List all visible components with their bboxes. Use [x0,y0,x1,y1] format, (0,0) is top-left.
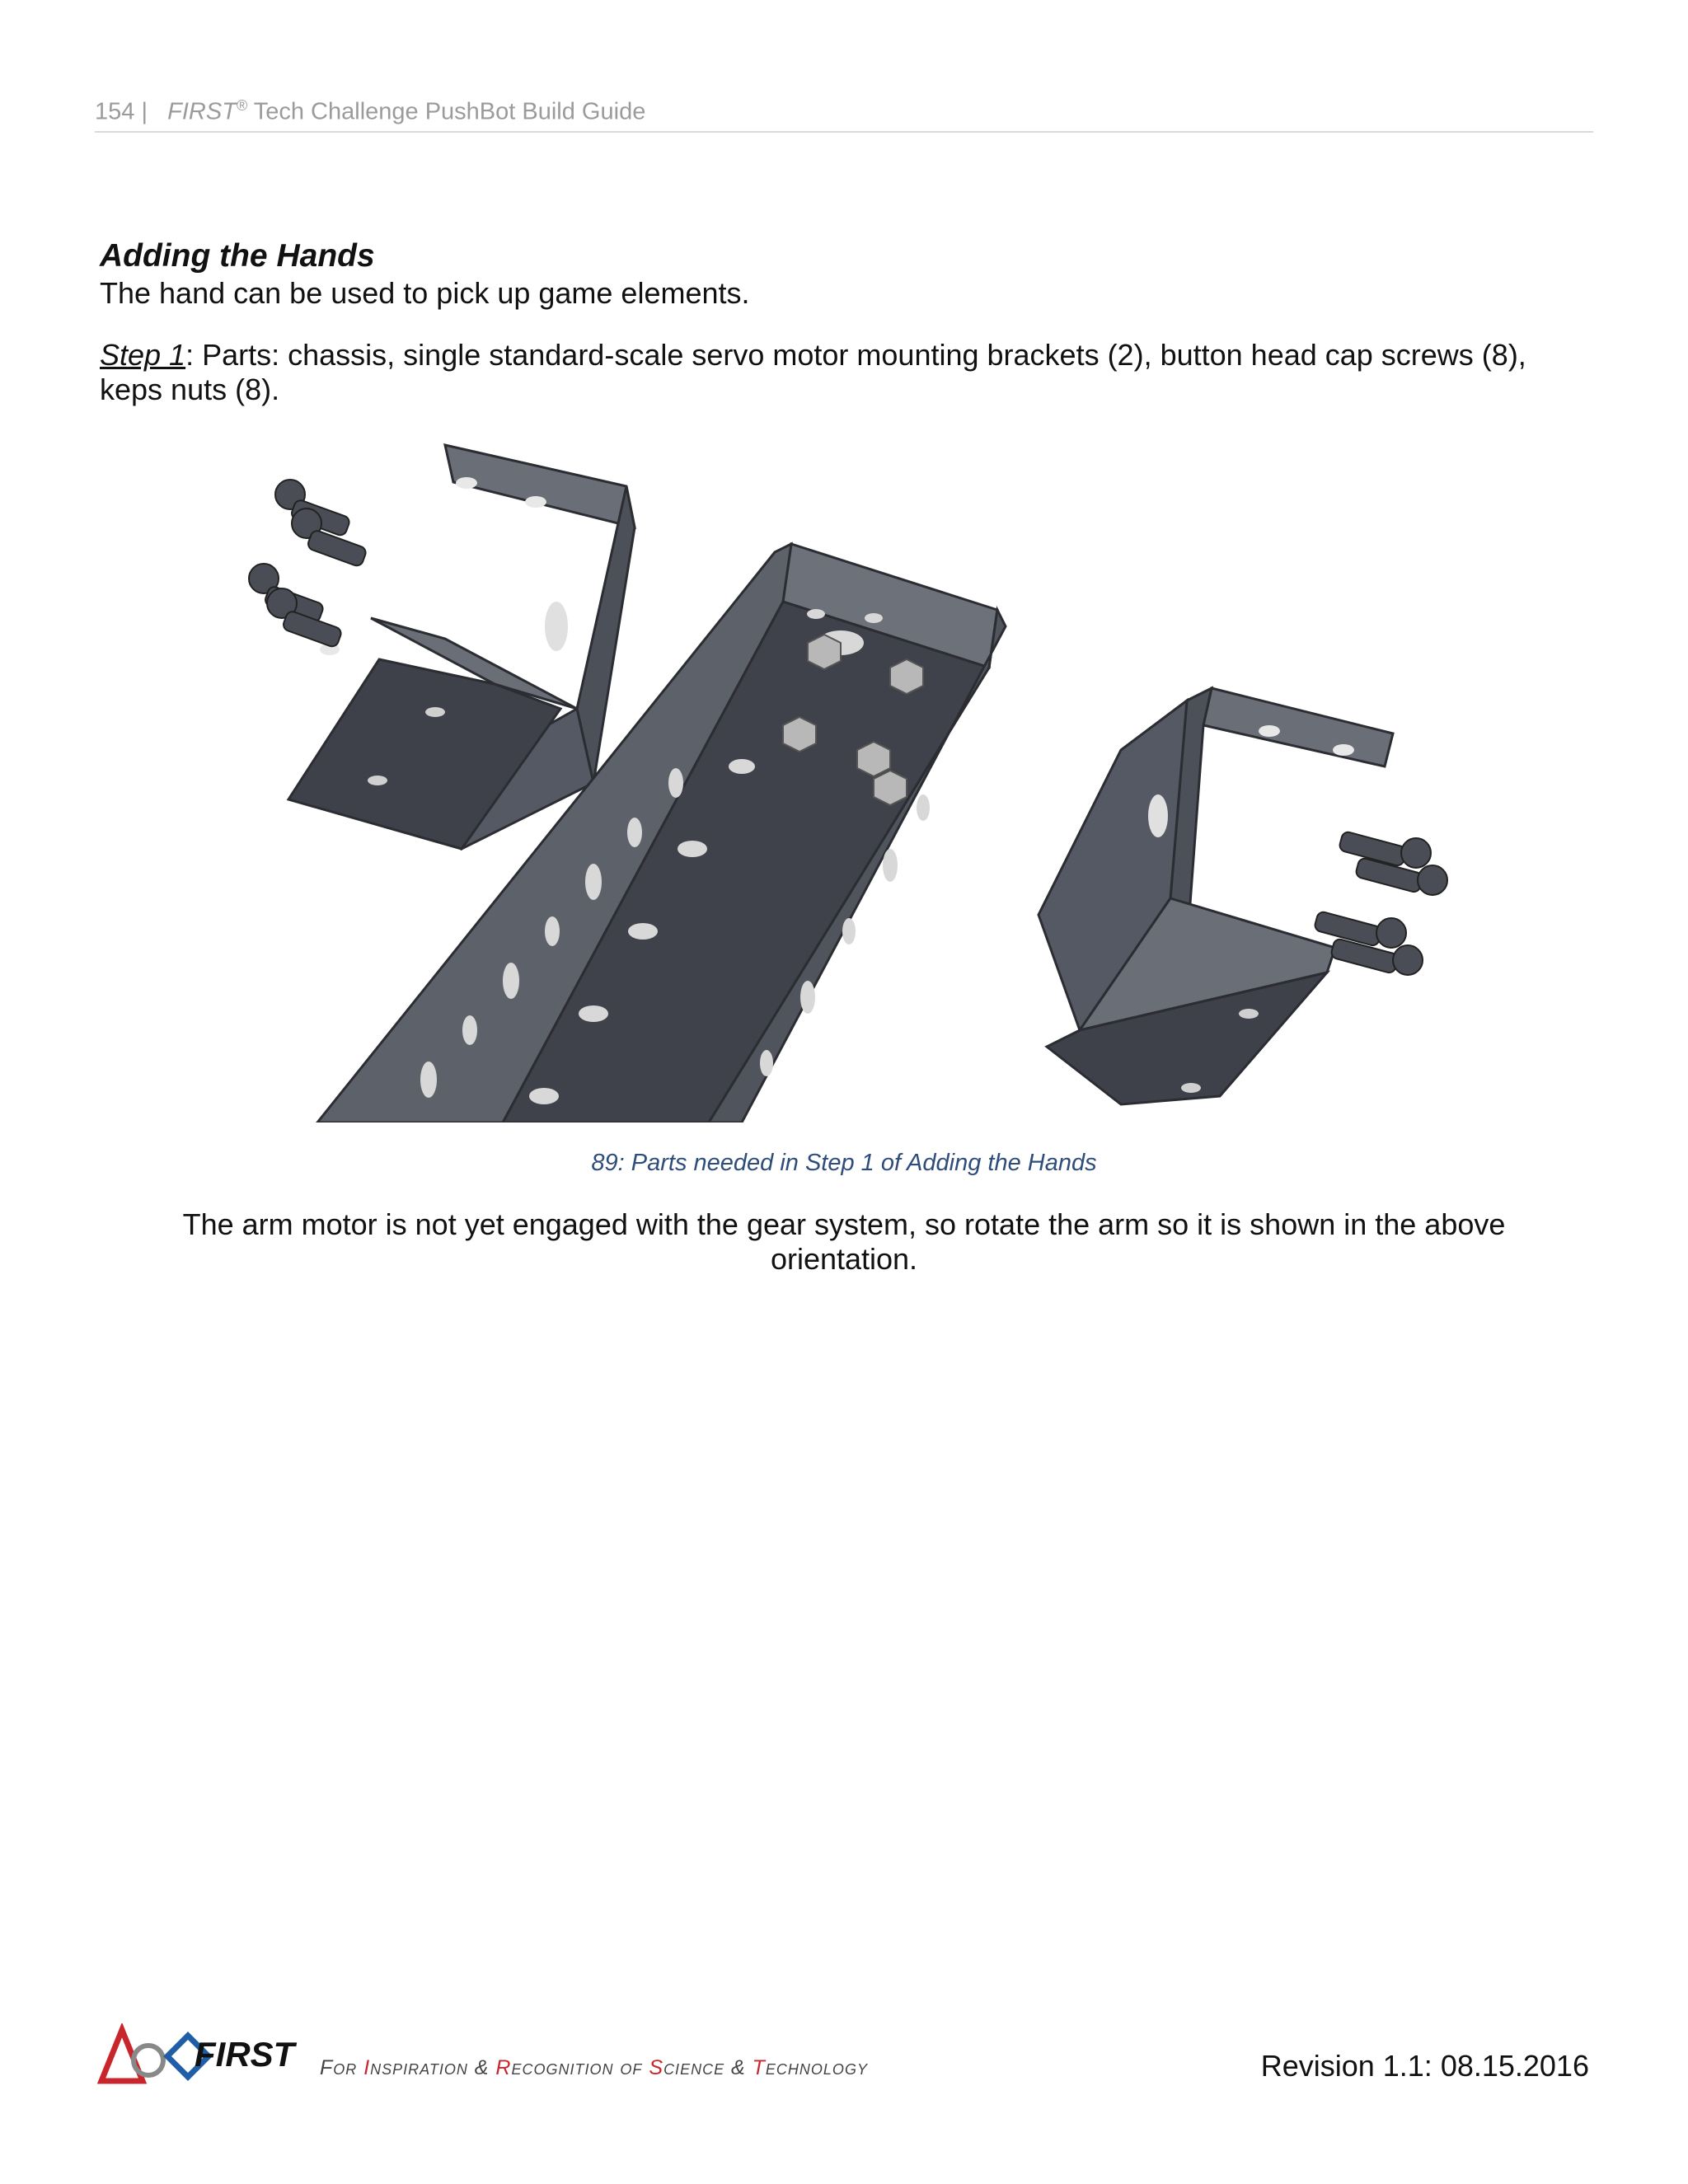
step-text: : Parts: chassis, single standard-scale servo motor mounting brackets (2), button head cap screws (8), keps nuts (8). [100,338,1526,406]
page-header [95,97,1593,133]
revision-label: Revision 1.1: 08.15.2016 [1260,2049,1589,2083]
header-title: Tech Challenge PushBot Build Guide [247,98,646,125]
parts-illustration [247,437,1467,1122]
step-label: Step 1 [100,338,186,372]
left-screws [249,480,368,648]
registered-mark: ® [236,97,248,114]
footer-tagline: For Inspiration & Recognition of Science & Technology [320,2056,868,2079]
right-screws [1314,831,1447,975]
orientation-note: The arm motor is not yet engaged with the gear system, so rotate the arm so it is shown in the above orientation. [182,1207,1506,1276]
right-servo-bracket [1039,688,1393,1104]
section-intro: The hand can be used to pick up game elements. [100,276,750,310]
section-title: Adding the Hands [100,238,375,274]
left-servo-bracket [288,445,635,849]
brand-name: FIRST [167,98,237,125]
step-1-paragraph [100,338,1575,407]
figure-caption: 89: Parts needed in Step 1 of Adding the Hands [591,1150,1097,1176]
page-number: 154 | [95,98,148,125]
first-logo [97,2023,312,2089]
logo-wordmark: FIRST [195,2035,295,2074]
